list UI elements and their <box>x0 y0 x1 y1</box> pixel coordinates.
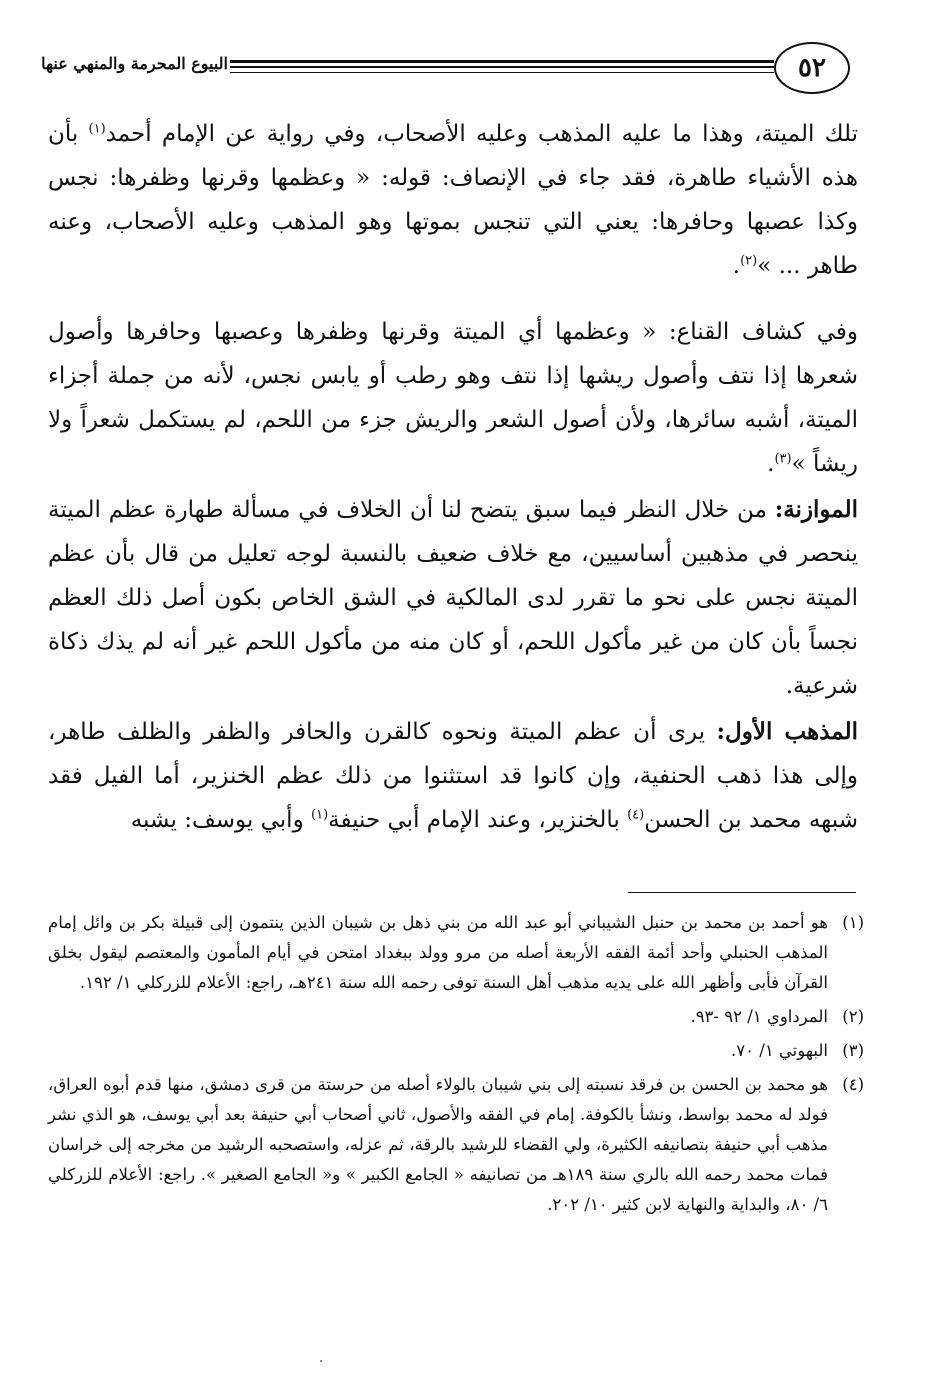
paragraph-segment: تلك الميتة، وهذا ما عليه المذهب وعليه الأصحاب، وفي رواية عن الإمام أحمد <box>105 121 858 147</box>
paragraph-segment: وأبي يوسف: يشبه <box>130 807 311 833</box>
paragraph <box>48 488 858 708</box>
paragraph-segment: بالخنزير، وعند الإمام أبي حنيفة <box>328 807 628 833</box>
header-rule <box>230 66 774 68</box>
paragraph-text <box>48 488 858 708</box>
page-header <box>41 40 852 110</box>
paragraph-segment: بأن هذه الأشياء طاهرة، فقد جاء في الإنصاف: قوله: « وعظمها وقرنها وظفرها: نجس وكذا عصبها وحافرها: يعني التي تنجس بموتها وهو المذهب وعليه الأصحاب، وعنه طاهر ... » <box>48 121 858 279</box>
footnote <box>48 1002 864 1032</box>
paragraph-segment: . <box>767 451 775 477</box>
paragraph-text <box>48 310 858 486</box>
running-title: البيوع المحرمة والمنهي عنها <box>41 54 228 73</box>
paragraph <box>48 710 858 842</box>
header-rule <box>230 72 774 73</box>
footnote-separator <box>628 892 856 893</box>
paragraph-text <box>48 710 858 842</box>
paragraph <box>48 112 858 288</box>
footnote-text: هو أحمد بن محمد بن حنبل الشيباني أبو عبد الله من بني ذهل بن شيبان الذين ينتمون إلى قبيلة بكر بن وائل إمام المذهب الحنبلي وأحد أئمة الفقه الأربعة أصله من مرو وولد ببغداد امتحن في أيام المأمون والمعتصم ليقول بخلق القرآن فأبى وأظهر الله على يديه مذهب أهل السنة توفى رحمه الله سنة ٢٤١هـ، راجع: الأعلام للزركلي ١/ ١٩٢. <box>48 913 828 992</box>
paragraph-segment: يرى أن عظم الميتة ونحوه كالقرن والحافر والظفر والظلف طاهر، وإلى هذا ذهب الحنفية، وإن كانوا قد استثنوا من ذلك عظم الخنزير، أما الفيل فقد شبهه محمد بن الحسن <box>48 719 858 833</box>
footnote-number: (٤) <box>842 1075 864 1094</box>
scan-speck <box>320 1360 322 1362</box>
footnote <box>48 1036 864 1066</box>
paragraph-segment: . <box>732 253 741 279</box>
footnote <box>48 1070 864 1220</box>
paragraph-segment: وفي كشاف القناع: « وعظمها أي الميتة وقرنها وظفرها وعصبها وحافرها وأصول شعرها إذا نتف وأصول ريشها إذا نتف وهو رطب أو يابس نجس، لأنه من جملة أجزاء الميتة، أشبه سائرها، ولأن أصول الشعر والريش جزء من اللحم، لم يستكمل شعراً ولا ريشاً » <box>48 319 858 477</box>
footnote-text: المرداوي ١/ ٩٢ -٩٣. <box>690 1007 828 1026</box>
paragraph-segment: من خلال النظر فيما سبق يتضح لنا أن الخلاف في مسألة طهارة عظم الميتة ينحصر في مذهبين أساسيين، مع خلاف ضعيف بالنسبة لوجه تعليل من قال بأن عظم الميتة نجس على نحو ما تقرر لدى المالكية في الشق الخاص بكون أصل ذلك العظم نجساً بأن كان من غير مأكول اللحم، أو كان منه من مأكول اللحم غير أنه لم يذك ذكاة شرعية. <box>48 497 858 699</box>
footnote-ref: (١) <box>88 121 106 137</box>
section-term: الموازنة: <box>774 496 858 523</box>
footnote-text: البهوتي ١/ ٧٠. <box>731 1041 828 1060</box>
footnote-ref: (٤) <box>627 807 645 823</box>
footnote-ref: (١) <box>311 807 329 823</box>
footnote <box>48 908 864 998</box>
footnote-ref: (٢) <box>740 253 758 269</box>
header-rule <box>230 60 774 63</box>
footnotes <box>48 908 864 1224</box>
section-term: المذهب الأول: <box>716 718 858 745</box>
paragraph-text <box>48 112 858 288</box>
page-number: ٥٢ <box>774 42 850 94</box>
footnote-number: (١) <box>842 913 864 932</box>
footnote-text: هو محمد بن الحسن بن فرقد نسبته إلى بني شيبان بالولاء أصله من حرستة من قرى دمشق، منها قدم أبوه العراق، فولد له محمد بواسط، ونشأ بالكوفة. إمام في الفقه والأصول، ثاني أصحاب أبي حنيفة بعد أبي يوسف، هو الذي نشر مذهب أبي حنيفة بتصانيفه الكثيرة، ولي القضاء للرشيد بالرقة، ثم عزله، واستصحبه الرشيد من مخرجه إلى خراسان فمات محمد رحمه الله بالري سنة ١٨٩هـ من تصانيفه « الجامع الكبير » و« الجامع الصغير ». راجع: الأعلام للزركلي ٦/ ٨٠، والبداية والنهاية لابن كثير ١٠/ ٢٠٢. <box>48 1075 828 1214</box>
footnote-number: (٣) <box>842 1041 864 1060</box>
paragraph <box>48 310 858 486</box>
footnote-number: (٢) <box>842 1007 864 1026</box>
footnote-ref: (٣) <box>774 451 792 467</box>
